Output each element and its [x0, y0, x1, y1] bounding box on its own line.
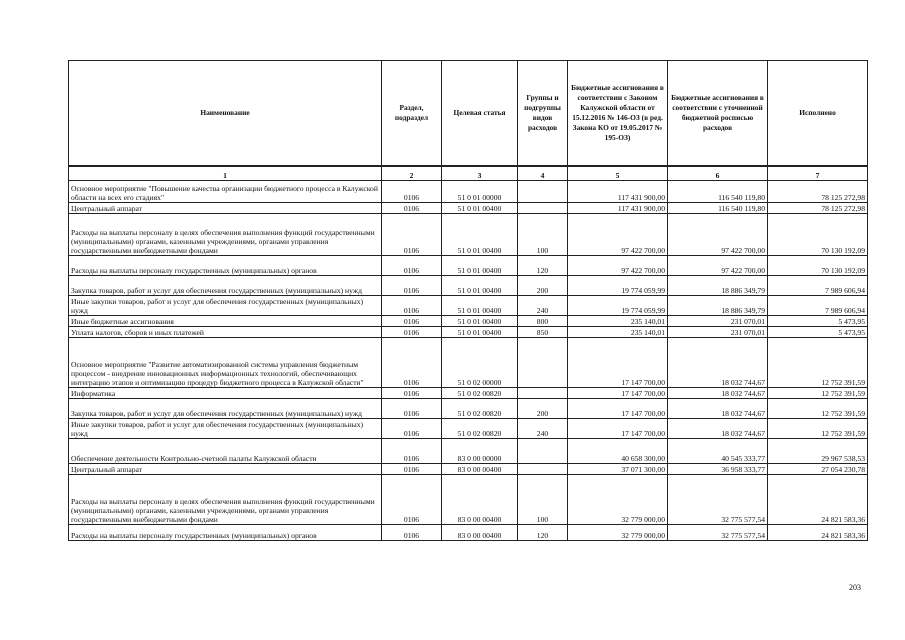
row-roster-amount: 40 545 333,77 — [668, 439, 768, 464]
header-roster-allocations: Бюджетные ассигнования в соответствии с уточненной бюджетной росписью расходов — [668, 61, 768, 167]
row-expense-group: 100 — [518, 475, 568, 525]
row-executed-amount: 5 473,95 — [768, 327, 868, 338]
row-roster-amount: 116 540 119,80 — [668, 203, 768, 214]
row-law-amount: 17 147 700,00 — [568, 388, 668, 399]
row-law-amount: 117 431 900,00 — [568, 181, 668, 203]
row-expense-group — [518, 464, 568, 475]
table-row — [69, 525, 868, 541]
row-target-article: 51 0 02 00820 — [442, 419, 518, 439]
row-target-article: 51 0 02 00820 — [442, 388, 518, 399]
row-target-article: 51 0 02 00820 — [442, 399, 518, 419]
row-target-article: 83 0 00 00400 — [442, 475, 518, 525]
table-body — [69, 181, 868, 541]
row-target-article: 51 0 01 00400 — [442, 316, 518, 327]
row-section: 0106 — [382, 439, 442, 464]
row-law-amount: 32 779 000,00 — [568, 475, 668, 525]
row-law-amount: 97 422 700,00 — [568, 214, 668, 256]
row-roster-amount: 18 032 744,67 — [668, 388, 768, 399]
row-expense-group — [518, 388, 568, 399]
row-executed-amount: 27 054 230,78 — [768, 464, 868, 475]
row-law-amount: 17 147 700,00 — [568, 399, 668, 419]
row-executed-amount: 70 130 192,09 — [768, 256, 868, 276]
row-executed-amount: 78 125 272,98 — [768, 181, 868, 203]
row-expense-group — [518, 181, 568, 203]
table-row — [69, 214, 868, 256]
row-roster-amount: 18 886 349,79 — [668, 296, 768, 316]
row-section: 0106 — [382, 181, 442, 203]
row-section: 0106 — [382, 388, 442, 399]
row-roster-amount: 18 032 744,67 — [668, 338, 768, 388]
row-target-article: 51 0 01 00400 — [442, 203, 518, 214]
table-row — [69, 316, 868, 327]
row-law-amount: 235 140,01 — [568, 316, 668, 327]
row-executed-amount: 78 125 272,98 — [768, 203, 868, 214]
row-law-amount: 32 779 000,00 — [568, 525, 668, 541]
table-row — [69, 296, 868, 316]
row-target-article: 51 0 01 00400 — [442, 276, 518, 296]
row-roster-amount: 32 775 577,54 — [668, 475, 768, 525]
column-number: 2 — [382, 166, 442, 181]
table-row — [69, 419, 868, 439]
row-expense-group: 200 — [518, 399, 568, 419]
row-executed-amount: 7 989 606,94 — [768, 276, 868, 296]
header-section: Раздел, подраздел — [382, 61, 442, 167]
table-row — [69, 256, 868, 276]
row-name: Закупка товаров, работ и услуг для обеспечения государственных (муниципальных) нужд — [69, 276, 382, 296]
row-executed-amount: 12 752 391,59 — [768, 419, 868, 439]
row-name: Информатика — [69, 388, 382, 399]
header-expense-groups: Группы и подгруппы видов расходов — [518, 61, 568, 167]
row-executed-amount: 24 821 583,36 — [768, 525, 868, 541]
table-row — [69, 388, 868, 399]
row-roster-amount: 32 775 577,54 — [668, 525, 768, 541]
row-expense-group: 120 — [518, 525, 568, 541]
row-expense-group: 800 — [518, 316, 568, 327]
row-law-amount: 19 774 059,99 — [568, 296, 668, 316]
row-name: Расходы на выплаты персоналу государственных (муниципальных) органов — [69, 525, 382, 541]
row-section: 0106 — [382, 214, 442, 256]
row-name: Основное мероприятие "Повышение качества организации бюджетного процесса в Калужской области на всех его стадиях" — [69, 181, 382, 203]
row-roster-amount: 116 540 119,80 — [668, 181, 768, 203]
row-name: Основное мероприятие "Развитие автоматизированной системы управления бюджетным процессом - внедрение инновационных информационных технологий, обеспечивающих интеграцию этапов и оптимизацию процедур бюджетного процесса в Калужской области" — [69, 338, 382, 388]
column-number: 7 — [768, 166, 868, 181]
table-row — [69, 475, 868, 525]
row-target-article: 51 0 01 00000 — [442, 181, 518, 203]
row-roster-amount: 36 958 333,77 — [668, 464, 768, 475]
table-row — [69, 338, 868, 388]
row-roster-amount: 18 032 744,67 — [668, 399, 768, 419]
table-row — [69, 327, 868, 338]
row-target-article: 83 0 00 00400 — [442, 464, 518, 475]
row-law-amount: 37 071 300,00 — [568, 464, 668, 475]
row-law-amount: 97 422 700,00 — [568, 256, 668, 276]
row-name: Расходы на выплаты персоналу в целях обеспечения выполнения функций государственными (муниципальными) органами, казенными учреждениями, органами управления государственными внебюджетными фондами — [69, 475, 382, 525]
row-roster-amount: 18 886 349,79 — [668, 276, 768, 296]
table-row — [69, 181, 868, 203]
row-expense-group: 100 — [518, 214, 568, 256]
row-name: Иные бюджетные ассигнования — [69, 316, 382, 327]
column-number: 3 — [442, 166, 518, 181]
row-executed-amount: 5 473,95 — [768, 316, 868, 327]
row-name: Расходы на выплаты персоналу в целях обеспечения выполнения функций государственными (муниципальными) органами, казенными учреждениями, органами управления государственными внебюджетными фондами — [69, 214, 382, 256]
row-target-article: 83 0 00 00000 — [442, 439, 518, 464]
row-executed-amount: 29 967 538,53 — [768, 439, 868, 464]
column-number: 4 — [518, 166, 568, 181]
table-row — [69, 439, 868, 464]
row-expense-group: 240 — [518, 296, 568, 316]
row-name: Уплата налогов, сборов и иных платежей — [69, 327, 382, 338]
row-roster-amount: 18 032 744,67 — [668, 419, 768, 439]
row-expense-group — [518, 338, 568, 388]
row-section: 0106 — [382, 256, 442, 276]
row-name: Центральный аппарат — [69, 464, 382, 475]
table-row — [69, 399, 868, 419]
row-law-amount: 117 431 900,00 — [568, 203, 668, 214]
row-section: 0106 — [382, 525, 442, 541]
row-roster-amount: 231 070,01 — [668, 316, 768, 327]
row-roster-amount: 97 422 700,00 — [668, 256, 768, 276]
row-executed-amount: 12 752 391,59 — [768, 399, 868, 419]
column-number: 5 — [568, 166, 668, 181]
header-row — [69, 61, 868, 167]
row-expense-group: 240 — [518, 419, 568, 439]
row-law-amount: 235 140,01 — [568, 327, 668, 338]
row-executed-amount: 7 989 606,94 — [768, 296, 868, 316]
row-roster-amount: 231 070,01 — [668, 327, 768, 338]
row-expense-group — [518, 439, 568, 464]
row-target-article: 51 0 01 00400 — [442, 327, 518, 338]
budget-table — [68, 60, 868, 541]
row-name: Обеспечение деятельности Контрольно-счетной палаты Калужской области — [69, 439, 382, 464]
row-expense-group: 200 — [518, 276, 568, 296]
row-section: 0106 — [382, 327, 442, 338]
row-executed-amount: 12 752 391,59 — [768, 388, 868, 399]
row-section: 0106 — [382, 475, 442, 525]
row-name: Иные закупки товаров, работ и услуг для обеспечения государственных (муниципальных) нужд — [69, 296, 382, 316]
header-target-article: Целевая статья — [442, 61, 518, 167]
row-target-article: 51 0 01 00400 — [442, 256, 518, 276]
table-row — [69, 203, 868, 214]
row-section: 0106 — [382, 203, 442, 214]
header-name: Наименование — [69, 61, 382, 167]
row-target-article: 83 0 00 00400 — [442, 525, 518, 541]
row-section: 0106 — [382, 316, 442, 327]
row-section: 0106 — [382, 296, 442, 316]
row-law-amount: 40 658 300,00 — [568, 439, 668, 464]
header-law-allocations: Бюджетные ассигнования в соответствии с Законом Калужской области от 15.12.2016 № 146-ОЗ (в ред. Закона КО от 19.05.2017 № 195-ОЗ) — [568, 61, 668, 167]
row-expense-group: 120 — [518, 256, 568, 276]
column-number-row — [69, 166, 868, 181]
column-number: 6 — [668, 166, 768, 181]
row-executed-amount: 24 821 583,36 — [768, 475, 868, 525]
table-row — [69, 464, 868, 475]
row-law-amount: 17 147 700,00 — [568, 419, 668, 439]
row-target-article: 51 0 01 00400 — [442, 296, 518, 316]
row-section: 0106 — [382, 276, 442, 296]
table-row — [69, 276, 868, 296]
header-executed: Исполнено — [768, 61, 868, 167]
row-expense-group: 850 — [518, 327, 568, 338]
row-target-article: 51 0 01 00400 — [442, 214, 518, 256]
row-name: Расходы на выплаты персоналу государственных (муниципальных) органов — [69, 256, 382, 276]
row-name: Иные закупки товаров, работ и услуг для обеспечения государственных (муниципальных) нужд — [69, 419, 382, 439]
row-section: 0106 — [382, 464, 442, 475]
row-section: 0106 — [382, 338, 442, 388]
row-section: 0106 — [382, 399, 442, 419]
page-number: 203 — [849, 583, 861, 592]
row-name: Закупка товаров, работ и услуг для обеспечения государственных (муниципальных) нужд — [69, 399, 382, 419]
row-roster-amount: 97 422 700,00 — [668, 214, 768, 256]
row-law-amount: 19 774 059,99 — [568, 276, 668, 296]
column-number: 1 — [69, 166, 382, 181]
row-target-article: 51 0 02 00000 — [442, 338, 518, 388]
row-law-amount: 17 147 700,00 — [568, 338, 668, 388]
row-expense-group — [518, 203, 568, 214]
row-section: 0106 — [382, 419, 442, 439]
row-executed-amount: 70 130 192,09 — [768, 214, 868, 256]
row-executed-amount: 12 752 391,59 — [768, 338, 868, 388]
row-name: Центральный аппарат — [69, 203, 382, 214]
